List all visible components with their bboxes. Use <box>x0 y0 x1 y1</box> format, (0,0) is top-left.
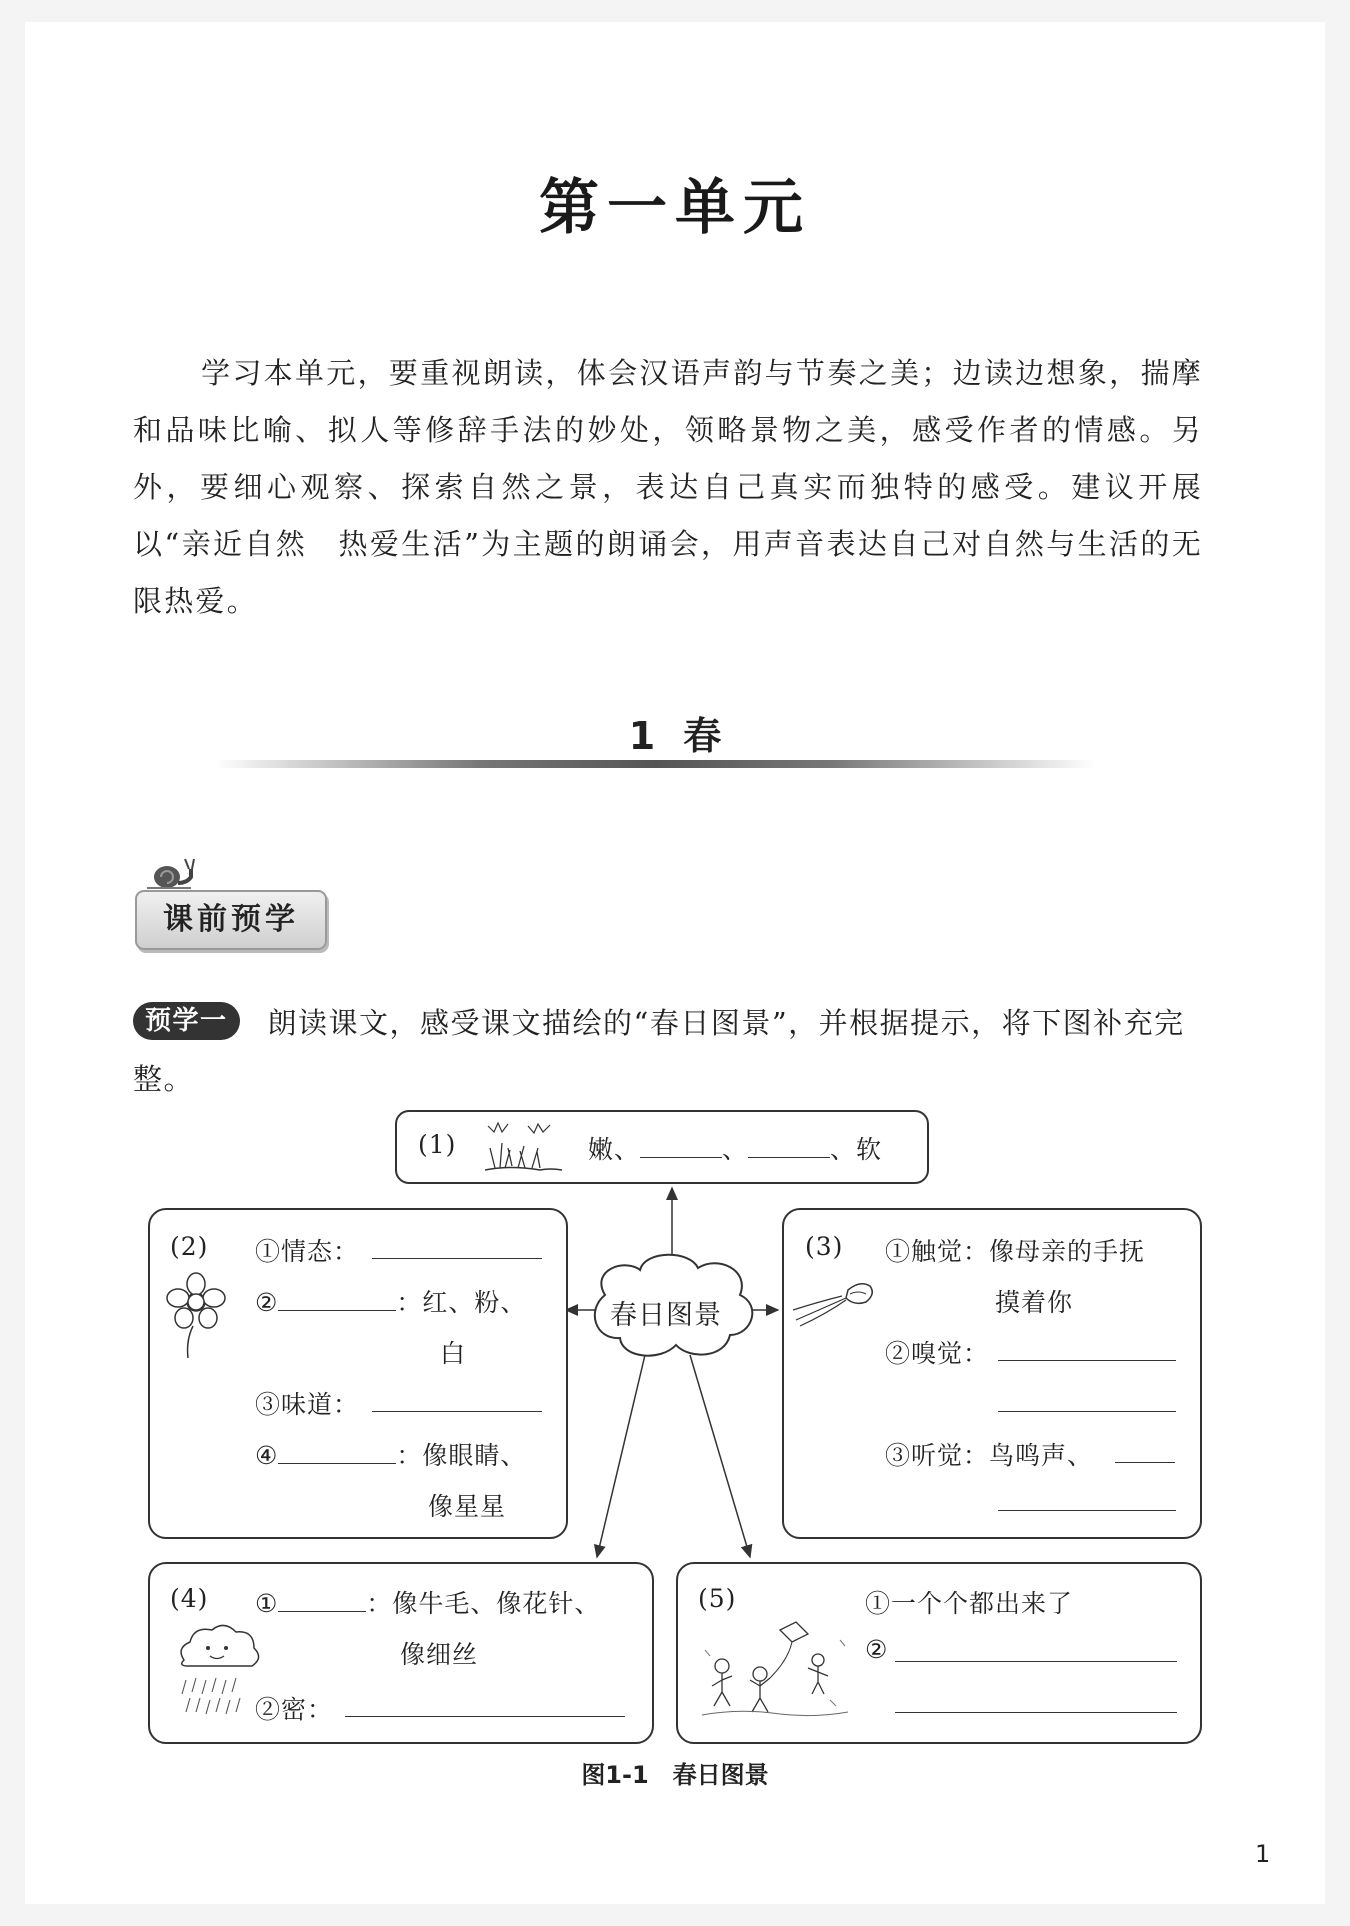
lesson-title: 春 <box>683 714 722 758</box>
center-label: 春日图景 <box>610 1300 722 1331</box>
wind-icon <box>788 1270 888 1330</box>
box2-blank-4[interactable] <box>278 1439 396 1464</box>
box2-item2-cont: 白 <box>440 1339 467 1368</box>
box3-item1-cont: 摸着你 <box>995 1288 1074 1317</box>
box4-blank-2[interactable] <box>345 1716 625 1717</box>
box3-number: (3) <box>805 1232 844 1261</box>
box5-item2: ② <box>865 1635 889 1664</box>
box4-item2: ②密： <box>255 1695 334 1724</box>
box3-item1: ①触觉：像母亲的手抚 <box>885 1237 1146 1266</box>
box3-blank-4[interactable] <box>998 1510 1176 1511</box>
box2-blank-2[interactable] <box>278 1286 396 1311</box>
figure-caption <box>0 1755 1350 1790</box>
box5-blank-1[interactable] <box>895 1661 1177 1662</box>
box4-item1-cont: 像细丝 <box>400 1640 479 1669</box>
box2-item2 <box>255 1283 526 1319</box>
section-badge: 课前预学 <box>135 890 327 950</box>
box1-blank-2[interactable] <box>748 1133 830 1158</box>
box4-item1-num: ① <box>255 1589 279 1618</box>
box4-item1 <box>255 1584 600 1620</box>
lesson-number: 1 <box>628 714 656 758</box>
caption-label: 图1-1 <box>581 1761 649 1789</box>
box2-item4-text: ：像眼睛、 <box>396 1441 527 1470</box>
box2-blank-1[interactable] <box>372 1258 542 1259</box>
page-number: 1 <box>1255 1840 1271 1868</box>
rain-cloud-icon <box>172 1620 267 1720</box>
box2-item4-num: ④ <box>255 1441 279 1470</box>
box4-blank-1[interactable] <box>278 1587 366 1612</box>
prestudy-tag: 预学一 <box>133 1002 240 1040</box>
box1-sep-1: 、 <box>722 1135 749 1164</box>
box1-number: (1) <box>418 1130 457 1159</box>
box4-number: (4) <box>170 1584 209 1613</box>
box2-item1: ①情态： <box>255 1237 360 1266</box>
box5-number: (5) <box>698 1584 737 1613</box>
box1-content <box>588 1130 882 1166</box>
unit-title: 第一单元 <box>539 173 811 243</box>
box5-blank-2[interactable] <box>895 1712 1177 1713</box>
unit-introduction: 学习本单元，要重视朗读，体会汉语声韵与节奏之美；边读边想象，揣摩和品味比喻、拟人等修辞手法的妙处，领略景物之美，感受作者的情感。另外，要细心观察、探索自然之景，表达自己真实而独特的感受。建议开展以“亲近自然 热爱生活”为主题的朗诵会，用声音表达自己对自然与生活的无限热爱。 <box>133 356 1203 618</box>
box1-last: 软 <box>856 1135 883 1164</box>
box1-first: 嫩、 <box>588 1135 641 1164</box>
arrow-down-left <box>597 1355 645 1557</box>
grass-icon <box>480 1118 565 1173</box>
box2-item4 <box>255 1436 526 1472</box>
box3-item3: ③听觉：鸟鸣声、 <box>885 1441 1094 1470</box>
box2-item4-cont: 像星星 <box>428 1492 507 1521</box>
box1-blank-1[interactable] <box>640 1133 722 1158</box>
box3-item2: ②嗅觉： <box>885 1339 990 1368</box>
children-playing-icon <box>700 1620 850 1720</box>
box2-item2-text: ：红、粉、 <box>396 1288 527 1317</box>
box1-sep-2: 、 <box>830 1135 857 1164</box>
box2-item2-num: ② <box>255 1288 279 1317</box>
box2-number: (2) <box>170 1232 209 1261</box>
prestudy-text: 朗读课文，感受课文描绘的“春日图景”，并根据提示，将下图补充完整。 <box>133 1006 1185 1096</box>
box3-blank-1[interactable] <box>998 1360 1176 1361</box>
box2-blank-3[interactable] <box>372 1411 542 1412</box>
box5-item1: ①一个个都出来了 <box>865 1589 1074 1618</box>
box3-blank-2[interactable] <box>998 1411 1176 1412</box>
box2-item3: ③味道： <box>255 1390 360 1419</box>
box4-item1-text: ：像牛毛、像花针、 <box>366 1589 601 1618</box>
arrow-down-right <box>690 1355 750 1557</box>
caption-title: 春日图景 <box>672 1761 769 1789</box>
box3-blank-3[interactable] <box>1115 1462 1175 1463</box>
flower-icon <box>160 1270 232 1360</box>
